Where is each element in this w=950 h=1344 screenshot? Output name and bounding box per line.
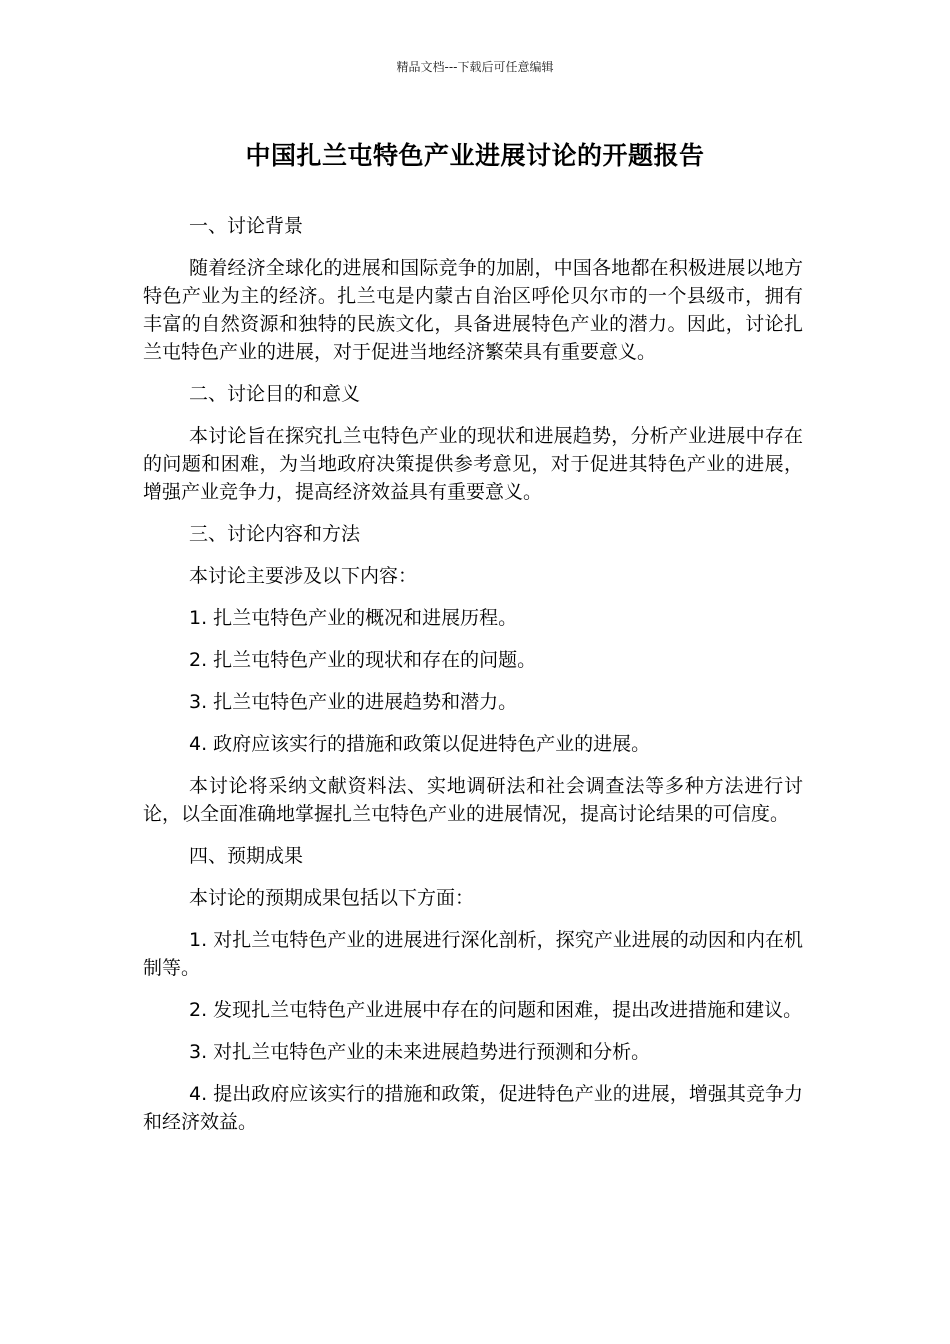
list-item-result-4: 4. 提出政府应该实行的措施和政策，促进特色产业的进展，增强其竞争力和经济效益。 [143,1083,803,1133]
paragraph-method: 本讨论将采纳文献资料法、实地调研法和社会调查法等多种方法进行讨论，以全面准确地掌握扎兰屯特色产业的进展情况，提高讨论结果的可信度。 [143,775,803,825]
section-heading-expected-results: 四、预期成果 [189,845,304,867]
list-item-content-3: 3. 扎兰屯特色产业的进展趋势和潜力。 [189,691,518,713]
section-heading-background: 一、讨论背景 [189,215,304,237]
list-item-content-1: 1. 扎兰屯特色产业的概况和进展历程。 [189,607,518,629]
section-heading-content-method: 三、讨论内容和方法 [189,523,361,545]
paragraph-content-intro: 本讨论主要涉及以下内容： [189,565,418,587]
section-heading-purpose: 二、讨论目的和意义 [189,383,361,405]
page-header-note: 精品文档---下载后可任意编辑 [396,60,554,74]
list-item-result-3: 3. 对扎兰屯特色产业的未来进展趋势进行预测和分析。 [189,1041,651,1063]
list-item-content-4: 4. 政府应该实行的措施和政策以促进特色产业的进展。 [189,733,651,755]
list-item-result-1: 1. 对扎兰屯特色产业的进展进行深化剖析，探究产业进展的动因和内在机制等。 [143,929,803,979]
list-item-content-2: 2. 扎兰屯特色产业的现状和存在的问题。 [189,649,537,671]
paragraph-background: 随着经济全球化的进展和国际竞争的加剧，中国各地都在积极进展以地方特色产业为主的经济。扎兰屯是内蒙古自治区呼伦贝尔市的一个县级市，拥有丰富的自然资源和独特的民族文化，具备进展特色产业的潜力。因此，讨论扎兰屯特色产业的进展，对于促进当地经济繁荣具有重要意义。 [143,257,803,363]
paragraph-results-intro: 本讨论的预期成果包括以下方面： [189,887,475,909]
paragraph-purpose: 本讨论旨在探究扎兰屯特色产业的现状和进展趋势，分析产业进展中存在的问题和困难，为当地政府决策提供参考意见，对于促进其特色产业的进展，增强产业竞争力，提高经济效益具有重要意义。 [143,425,803,503]
list-item-result-2: 2. 发现扎兰屯特色产业进展中存在的问题和困难，提出改进措施和建议。 [189,999,803,1021]
document-body [143,212,803,1150]
document-title: 中国扎兰屯特色产业进展讨论的开题报告 [245,141,705,170]
